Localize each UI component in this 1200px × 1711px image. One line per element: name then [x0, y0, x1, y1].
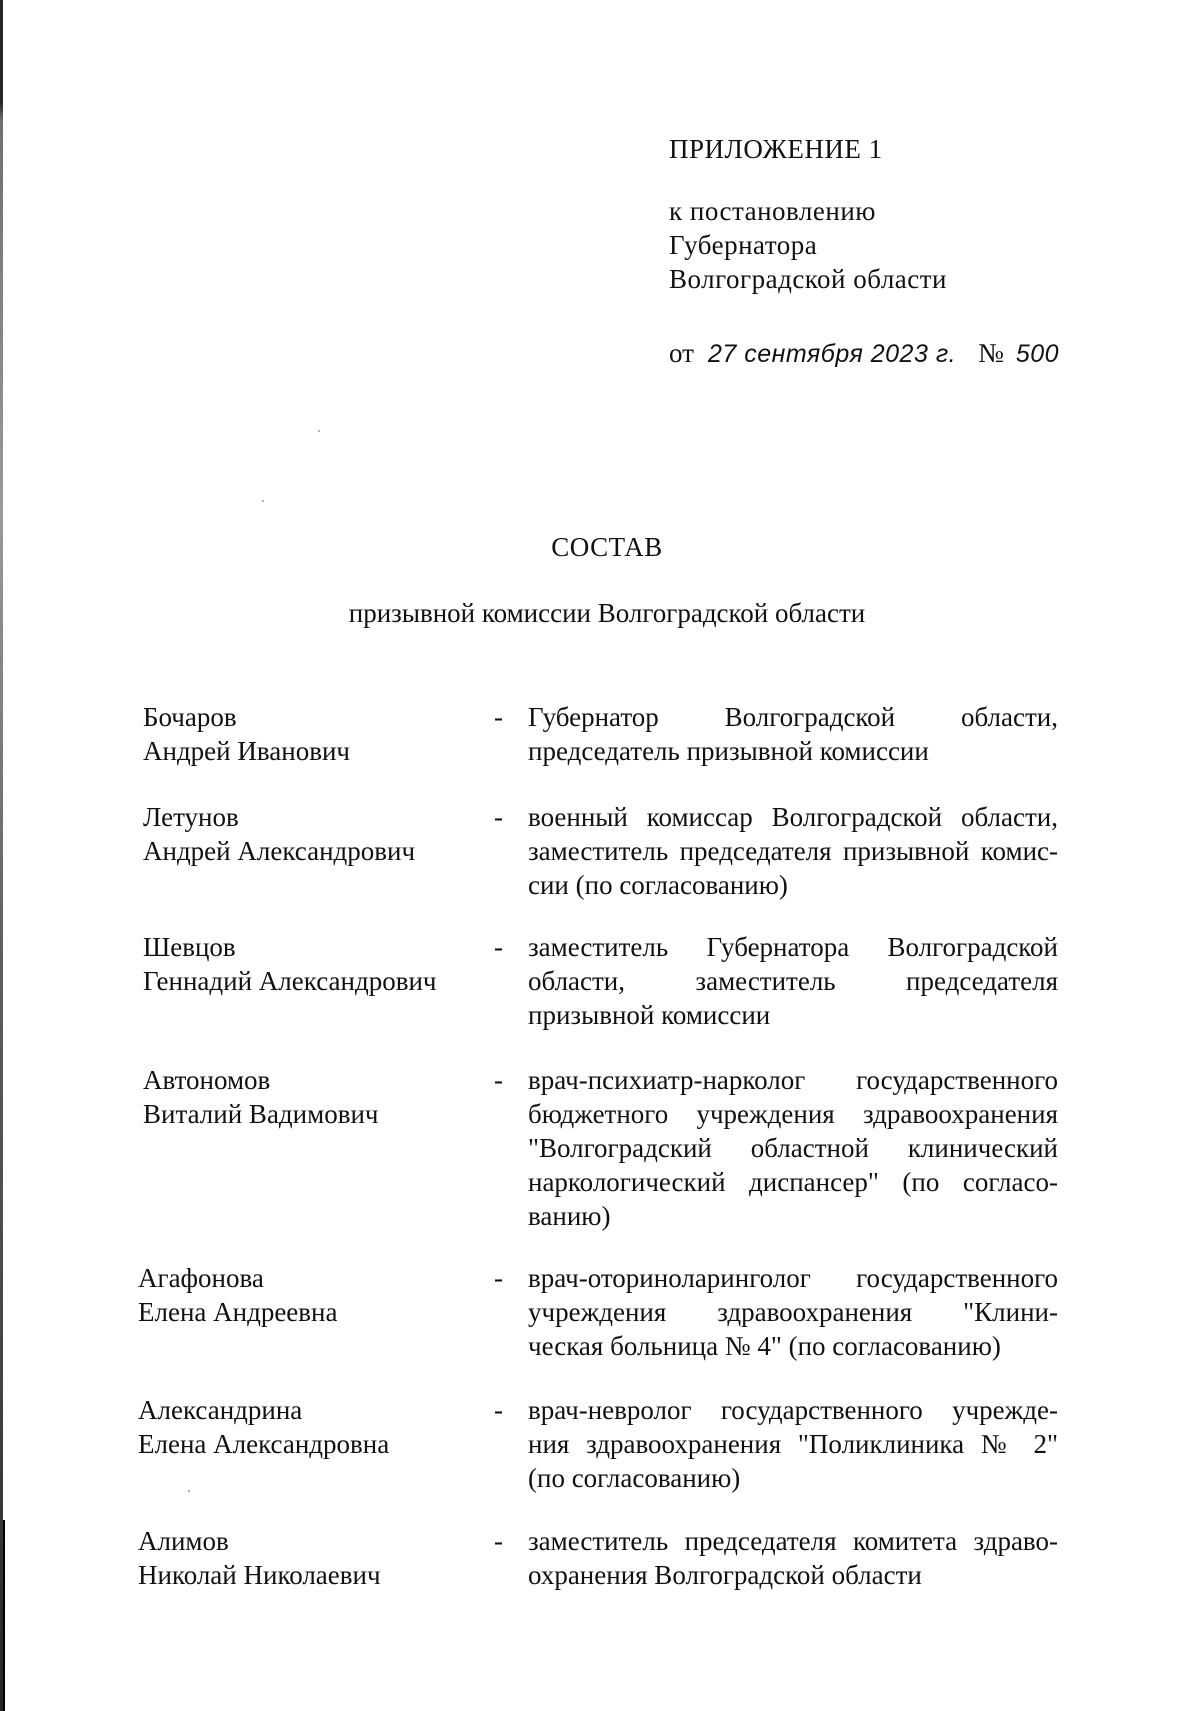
member-role: [528, 1524, 1058, 1592]
scan-edge-dark: [3, 1520, 5, 1711]
member-surname: Агафонова: [138, 1263, 264, 1293]
member-given-names: Геннадий Александрович: [143, 966, 437, 996]
member-role-line: ческая больница № 4" (по согласованию): [528, 1331, 1001, 1361]
order-date: 27 сентября 2023 г.: [707, 340, 957, 368]
appendix-title: ПРИЛОЖЕНИЕ 1: [669, 134, 883, 164]
member-role-line: заместитель председателя комитета здраво-: [528, 1526, 1058, 1556]
appendix-line: к постановлению: [669, 196, 876, 226]
member-dash: -: [494, 802, 503, 832]
order-number: 500: [1015, 340, 1060, 368]
member-role: [528, 930, 1058, 1032]
member-role: [528, 1393, 1058, 1495]
member-role-line: (по согласованию): [528, 1463, 741, 1493]
member-role: [528, 1063, 1058, 1233]
member-surname: Бочаров: [143, 702, 237, 732]
member-surname: Автономов: [143, 1065, 271, 1095]
order-reference: [669, 336, 1059, 371]
scan-edge: [0, 0, 3, 1711]
member-role-line: заместитель Губернатора Волгоградской: [528, 932, 1058, 962]
member-given-names: Николай Николаевич: [138, 1560, 381, 1590]
scan-speck: [262, 500, 264, 502]
member-role-line: ванию): [528, 1201, 611, 1231]
order-number-label: №: [978, 338, 1004, 368]
member-role: [528, 1261, 1058, 1363]
member-role-line: наркологический диспансер" (по согласо-: [528, 1167, 1058, 1197]
member-surname: Шевцов: [143, 932, 236, 962]
appendix-line: Волгоградской области: [669, 264, 948, 294]
member-role-line: председатель призывной комиссии: [528, 736, 929, 766]
member-role: [528, 700, 1058, 768]
member-surname: Александрина: [138, 1395, 303, 1425]
member-dash: -: [494, 702, 503, 732]
member-role: [528, 800, 1058, 902]
member-surname: Алимов: [138, 1526, 229, 1556]
member-given-names: Елена Александровна: [138, 1429, 390, 1459]
member-role-line: врач-оториноларинголог государственного: [528, 1263, 1058, 1293]
member-given-names: Андрей Александрович: [143, 836, 416, 866]
member-given-names: Елена Андреевна: [138, 1297, 338, 1327]
member-dash: -: [494, 932, 503, 962]
member-role-line: учреждения здравоохранения "Клини-: [528, 1297, 1058, 1327]
scan-speck: [318, 430, 320, 432]
appendix-block: [669, 132, 947, 296]
member-name: [143, 800, 483, 868]
member-given-names: Виталий Вадимович: [143, 1099, 379, 1129]
member-role-line: Губернатор Волгоградской области,: [528, 702, 1058, 732]
member-dash: -: [494, 1065, 503, 1095]
member-role-line: заместитель председателя призывной комис-: [528, 836, 1058, 866]
document-title: СОСТАВ: [551, 532, 663, 562]
member-role-line: военный комиссар Волгоградской области,: [528, 802, 1058, 832]
member-name: [143, 930, 483, 998]
member-role-line: области, заместитель председателя: [528, 966, 1058, 996]
member-name: [143, 700, 483, 768]
member-name: [138, 1524, 478, 1592]
member-name: [143, 1063, 483, 1131]
member-dash: -: [494, 1263, 503, 1293]
member-role-line: сии (по согласованию): [528, 870, 788, 900]
order-prefix: от: [669, 338, 694, 368]
member-dash: -: [494, 1526, 503, 1556]
member-name: [138, 1393, 478, 1461]
member-name: [138, 1261, 478, 1329]
scan-speck: [188, 1490, 190, 1492]
member-role-line: бюджетного учреждения здравоохранения: [528, 1099, 1058, 1129]
member-role-line: призывной комиссии: [528, 1000, 771, 1030]
document-subtitle: призывной комиссии Волгоградской области: [348, 598, 866, 628]
member-role-line: врач-невролог государственного учрежде-: [528, 1395, 1058, 1425]
member-role-line: охранения Волгоградской области: [528, 1560, 922, 1590]
member-role-line: ния здравоохранения "Поликлиника № 2": [528, 1429, 1058, 1459]
member-given-names: Андрей Иванович: [143, 736, 350, 766]
member-surname: Летунов: [143, 802, 239, 832]
appendix-line: Губернатора: [669, 230, 818, 260]
member-role-line: "Волгоградский областной клинический: [528, 1133, 1058, 1163]
member-role-line: врач-психиатр-нарколог государственного: [528, 1065, 1058, 1095]
member-dash: -: [494, 1395, 503, 1425]
